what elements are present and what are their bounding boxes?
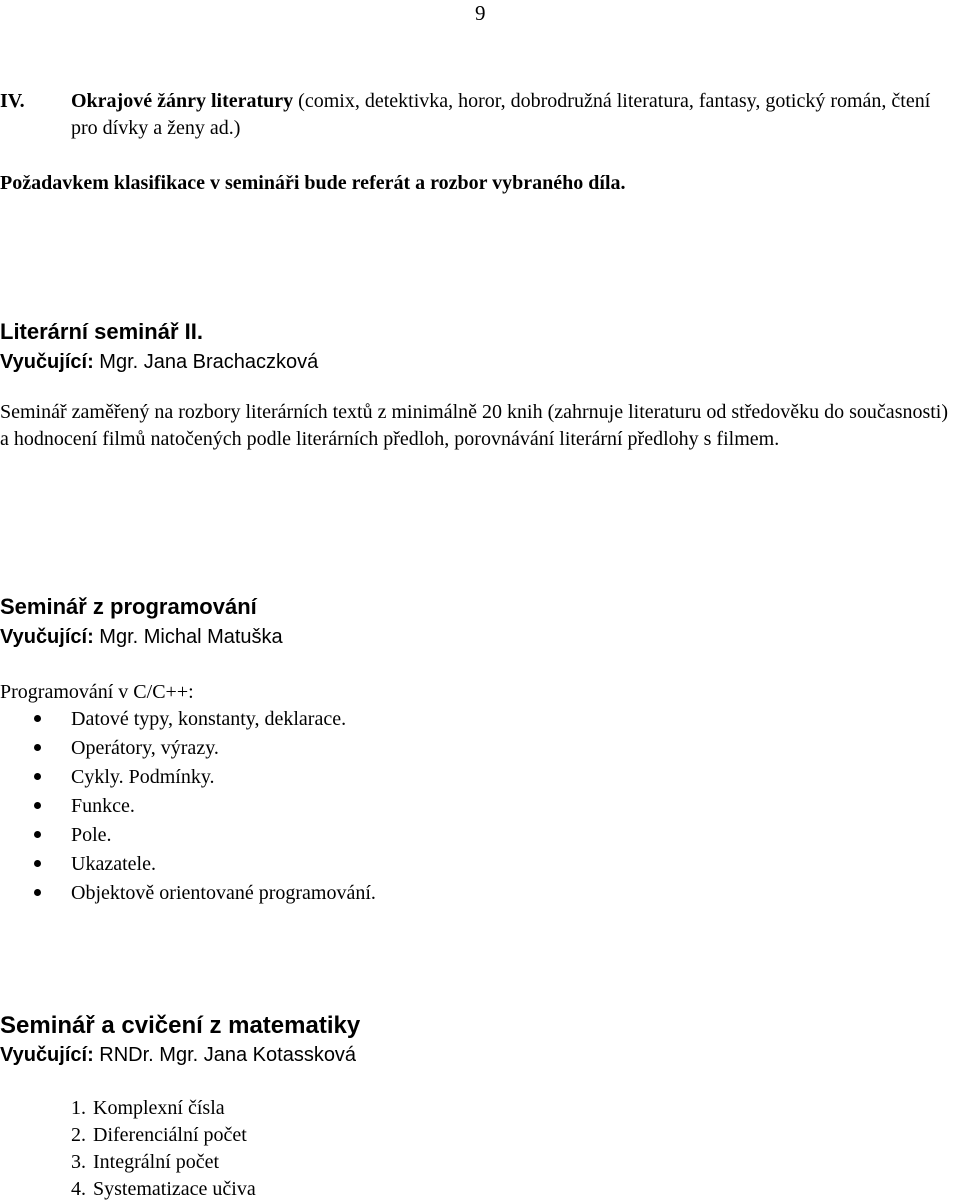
teacher-name: Mgr. Michal Matuška xyxy=(93,626,283,648)
programming-intro: Programování v C/C++: xyxy=(0,681,194,703)
list-number: 1. xyxy=(71,1097,86,1119)
bullet-icon xyxy=(34,744,41,751)
literary-seminar-teacher xyxy=(0,349,318,375)
page-number: 9 xyxy=(475,1,486,25)
list-number: 3. xyxy=(71,1151,86,1173)
list-item-text: Objektově orientované programování. xyxy=(71,882,376,904)
list-number: 2. xyxy=(71,1124,86,1146)
list-item-text: Diferenciální počet xyxy=(93,1124,247,1146)
programming-seminar-teacher xyxy=(0,624,283,650)
programming-seminar-heading: Seminář z programování xyxy=(0,594,257,619)
list-item-text: Systematizace učiva xyxy=(93,1178,256,1200)
list-item-text: Operátory, výrazy. xyxy=(71,737,219,759)
literary-seminar-heading: Literární seminář II. xyxy=(0,319,203,344)
bullet-icon xyxy=(34,831,41,838)
section-iv-paragraph xyxy=(71,88,959,142)
list-item-text: Integrální počet xyxy=(93,1151,220,1173)
section-iv-text: (comix, detektivka, horor, dobrodružná literatura, fantasy, gotický román, čtení pro dívky a ženy ad.) xyxy=(71,90,931,139)
section-iv-title: Okrajové žánry literatury xyxy=(71,90,294,112)
teacher-name: Mgr. Jana Brachaczková xyxy=(93,351,319,373)
bullet-icon xyxy=(34,889,41,896)
list-item-text: Komplexní čísla xyxy=(93,1097,225,1119)
requirement-text: Požadavkem klasifikace v semináři bude referát a rozbor vybraného díla. xyxy=(0,172,626,194)
math-seminar-teacher xyxy=(0,1042,356,1068)
teacher-label: Vyučující: xyxy=(0,351,94,373)
bullet-icon xyxy=(34,715,41,722)
list-item-text: Pole. xyxy=(71,824,112,846)
list-item-text: Ukazatele. xyxy=(71,853,156,875)
teacher-label: Vyučující: xyxy=(0,1044,94,1066)
literary-seminar-description: Seminář zaměřený na rozbory literárních textů z minimálně 20 knih (zahrnuje literaturu od středověku do současnosti) a hodnocení filmů natočených podle literárních předloh, porovnávání literární předlohy s filmem. xyxy=(0,401,949,450)
list-item-text: Cykly. Podmínky. xyxy=(71,766,215,788)
teacher-label: Vyučující: xyxy=(0,626,94,648)
bullet-icon xyxy=(34,860,41,867)
list-item-text: Datové typy, konstanty, deklarace. xyxy=(71,708,347,730)
section-number: IV. xyxy=(0,90,25,112)
math-seminar-heading: Seminář a cvičení z matematiky xyxy=(0,1012,361,1039)
list-number: 4. xyxy=(71,1178,86,1200)
bullet-icon xyxy=(34,802,41,809)
list-item-text: Funkce. xyxy=(71,795,135,817)
bullet-icon xyxy=(34,773,41,780)
teacher-name: RNDr. Mgr. Jana Kotassková xyxy=(93,1044,357,1066)
